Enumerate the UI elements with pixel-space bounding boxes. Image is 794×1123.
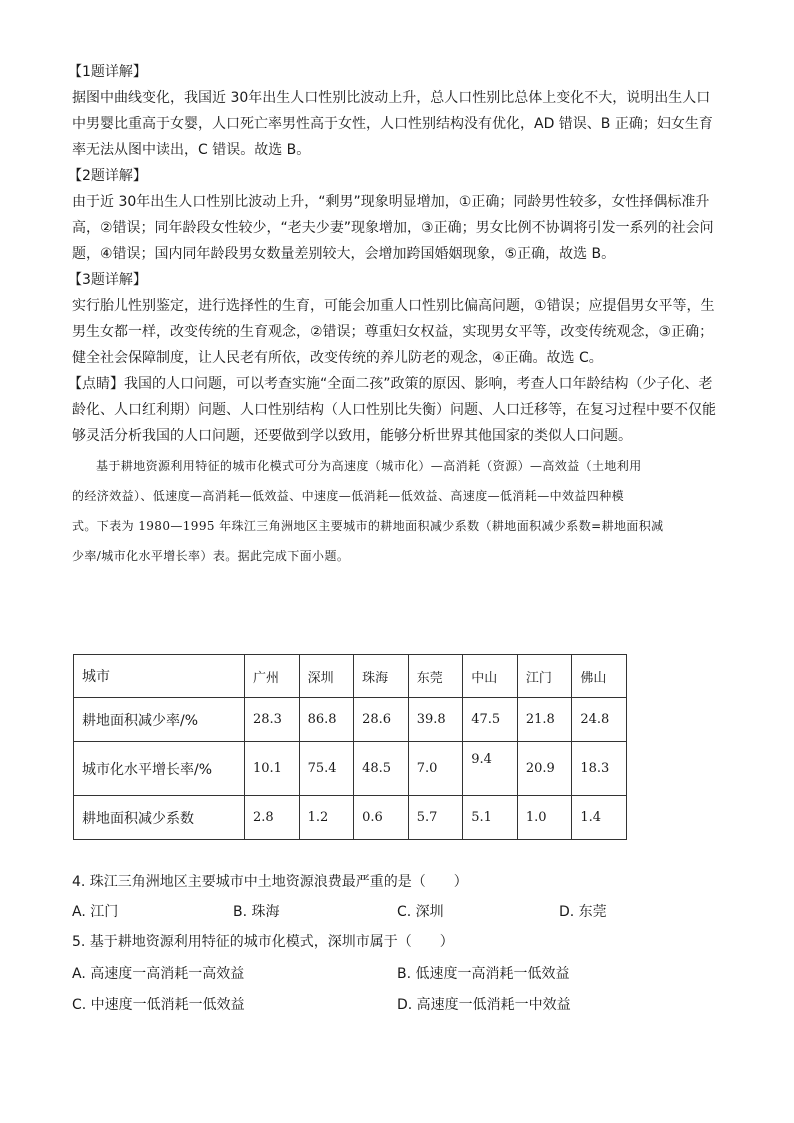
table-cell: 75.4 <box>299 742 354 796</box>
q5-option-a[interactable]: A. 高速度一高消耗一高效益 <box>72 966 245 982</box>
text-line: 率无法从图中读出，C 错误。故选 B。 <box>72 142 311 158</box>
text-line: 实行胎儿性别鉴定，进行选择性的生育，可能会加重人口性别比偏高问题，①错误；应提倡男女平等，生 <box>72 298 715 314</box>
table-row <box>74 698 627 742</box>
table-cell: 39.8 <box>408 698 463 742</box>
table-cell: 10.1 <box>245 742 300 796</box>
text-line: 由于近 30年出生人口性别比波动上升，“剩男”现象明显增加，①正确；同龄男性较多，女性择偶标准升 <box>72 194 710 210</box>
table-cell: 28.3 <box>245 698 300 742</box>
table-header-cell: 佛山 <box>572 655 627 698</box>
text-line: 够灵活分析我国的人口问题，还要做到学以致用，能够分析世界其他国家的类似人口问题。 <box>72 428 632 444</box>
table-cell: 18.3 <box>572 742 627 796</box>
table-cell: 21.8 <box>517 698 572 742</box>
text-line: 健全社会保障制度，让人民老有所依，改变传统的养儿防老的观念，④正确。故选 C。 <box>72 350 603 366</box>
table-row <box>74 796 627 840</box>
intro-line: 的经济效益）、低速度—高消耗—低效益、中速度—低消耗—低效益、高速度—低消耗—中效益四种模 <box>72 489 625 503</box>
table-cell: 2.8 <box>245 796 300 840</box>
tip-line: 【点睛】我国的人口问题，可以考查实施“全面二孩”政策的原因、影响，考查人口年龄结构（少子化、老 <box>68 376 713 392</box>
table-row <box>74 742 627 796</box>
question-5-stem: 5. 基于耕地资源利用特征的城市化模式，深圳市属于（ ） <box>72 934 454 950</box>
text-line: 高，②错误；同年龄段女性较少，“老夫少妻”现象增加，③正确；男女比例不协调将引发一系列的社会问 <box>72 220 714 236</box>
table-cell: 1.0 <box>517 796 572 840</box>
table-cell: 1.4 <box>572 796 627 840</box>
table-header-cell: 东莞 <box>408 655 463 698</box>
text-line: 据图中曲线变化，我国近 30年出生人口性别比波动上升，总人口性别比总体上变化不大，说明出生人口 <box>72 90 711 106</box>
q4-option-b[interactable]: B. 珠海 <box>233 904 280 920</box>
table-cell: 5.7 <box>408 796 463 840</box>
intro-line: 少率/城市化水平增长率）表。据此完成下面小题。 <box>72 549 350 563</box>
table-cell: 86.8 <box>299 698 354 742</box>
table-header-cell: 中山 <box>463 655 518 698</box>
table-header-cell: 珠海 <box>354 655 409 698</box>
table-header-cell: 深圳 <box>299 655 354 698</box>
q4-option-c[interactable]: C. 深圳 <box>397 904 444 920</box>
table-header-cell: 江门 <box>517 655 572 698</box>
q5-option-d[interactable]: D. 高速度一低消耗一中效益 <box>397 997 571 1013</box>
table-cell: 5.1 <box>463 796 518 840</box>
table-cell: 7.0 <box>408 742 463 796</box>
table-cell: 48.5 <box>354 742 409 796</box>
text-line: 龄化、人口红利期）问题、人口性别结构（人口性别比失衡）问题、人口迁移等，在复习过程中要不仅能 <box>72 402 716 418</box>
q4-option-d[interactable]: D. 东莞 <box>559 904 607 920</box>
table-cell: 9.4 <box>463 742 518 796</box>
explanation-section <box>68 62 722 576</box>
table-header-cell: 广州 <box>245 655 300 698</box>
heading-q2: 【2题详解】 <box>68 168 147 184</box>
table-cell: 1.2 <box>299 796 354 840</box>
row-label: 耕地面积减少系数 <box>74 796 245 840</box>
table-header-row <box>74 655 627 698</box>
table-header-cell: 城市 <box>74 655 245 698</box>
heading-q3: 【3题详解】 <box>68 272 147 288</box>
q5-option-c[interactable]: C. 中速度一低消耗一低效益 <box>72 997 245 1013</box>
table-cell: 47.5 <box>463 698 518 742</box>
table-cell: 28.6 <box>354 698 409 742</box>
text-line: 男生女都一样，改变传统的生育观念，②错误；尊重妇女权益，实现男女平等，改变传统观念，③正确； <box>72 324 714 340</box>
q4-option-a[interactable]: A. 江门 <box>72 904 119 920</box>
farmland-table <box>73 654 627 840</box>
question-4-stem: 4. 珠江三角洲地区主要城市中土地资源浪费最严重的是（ ） <box>72 874 468 890</box>
text-line: 题，④错误；国内同年龄段男女数量差别较大，会增加跨国婚姻现象，⑤正确，故选 B。 <box>72 246 616 262</box>
text-line: 中男婴比重高于女婴，人口死亡率男性高于女性，人口性别结构没有优化，AD 错误、B 正确；妇女生育 <box>72 116 713 132</box>
table-cell: 24.8 <box>572 698 627 742</box>
intro-line: 式。下表为 1980—1995 年珠江三角洲地区主要城市的耕地面积减少系数（耕地面积减少系数=耕地面积减 <box>72 519 664 533</box>
table-cell: 20.9 <box>517 742 572 796</box>
intro-line: 基于耕地资源利用特征的城市化模式可分为高速度（城市化）—高消耗（资源）—高效益（土地利用 <box>96 459 642 473</box>
heading-q1: 【1题详解】 <box>68 64 147 80</box>
row-label: 耕地面积减少率/% <box>74 698 245 742</box>
row-label: 城市化水平增长率/% <box>74 742 245 796</box>
q5-option-b[interactable]: B. 低速度一高消耗一低效益 <box>397 966 570 982</box>
table-cell: 0.6 <box>354 796 409 840</box>
